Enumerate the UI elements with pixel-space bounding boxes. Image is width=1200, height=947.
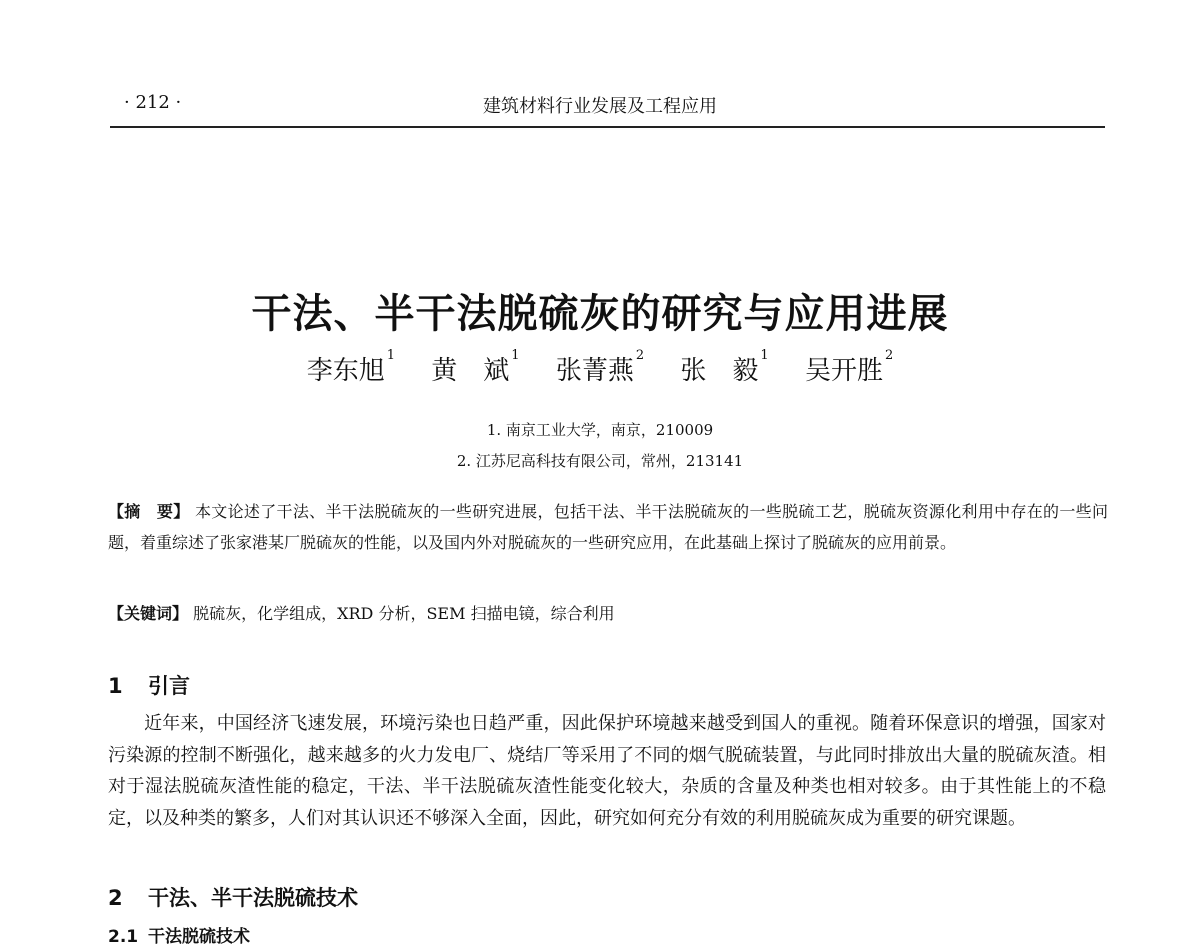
- page-number: · 212 ·: [124, 92, 182, 113]
- subsection-heading-dry-process: [108, 922, 250, 947]
- author: [805, 350, 893, 387]
- keywords: [108, 598, 1108, 629]
- section-title: 干法脱硫技术: [148, 927, 250, 947]
- header-rule: [110, 126, 1105, 128]
- abstract-label: 【摘 要】: [108, 502, 190, 521]
- author-name: 李东旭: [306, 356, 385, 386]
- author-affiliation-mark: 2: [884, 348, 894, 363]
- affiliation-1: 1. 南京工业大学，南京，210009: [486, 421, 714, 439]
- keywords-text: 脱硫灰，化学组成，XRD 分析，SEM 扫描电镜，综合利用: [193, 604, 615, 623]
- author-affiliation-mark: 1: [386, 348, 396, 363]
- keywords-label: 【关键词】: [108, 604, 189, 623]
- author: [556, 350, 644, 387]
- section-number: 1: [108, 674, 123, 698]
- section-heading-introduction: [108, 670, 190, 700]
- author-affiliation-mark: 2: [635, 348, 645, 363]
- section-number: 2.1: [108, 927, 139, 947]
- section-title: 干法、半干法脱硫技术: [148, 886, 358, 910]
- abstract-text: 本文论述了干法、半干法脱硫灰的一些研究进展，包括干法、半干法脱硫灰的一些脱硫工艺，脱硫灰资源化利用中存在的一些问题，着重综述了张家港某厂脱硫灰的性能，以及国内外对脱硫灰的一些研究应用，在此基础上探讨了脱硫灰的应用前景。: [108, 502, 1108, 552]
- affiliation-2: 2. 江苏尼高科技有限公司，常州，213141: [456, 452, 744, 470]
- running-head: 建筑材料行业发展及工程应用: [483, 96, 717, 117]
- author-list: [0, 350, 1200, 387]
- author-affiliation-mark: 1: [511, 348, 520, 363]
- author-affiliation-mark: 1: [760, 348, 769, 363]
- paper-title: 干法、半干法脱硫灰的研究与应用进展: [251, 290, 949, 337]
- author: [431, 350, 519, 387]
- author-name: 黄 斌: [431, 356, 510, 386]
- section-title: 引言: [148, 674, 190, 698]
- section-heading-desulfurization: [108, 882, 358, 912]
- intro-paragraph: [108, 708, 1106, 834]
- intro-paragraph-text: 近年来，中国经济飞速发展，环境污染也日趋严重，因此保护环境越来越受到国人的重视。随着环保意识的增强，国家对污染源的控制不断强化，越来越多的火力发电厂、烧结厂等采用了不同的烟气脱硫装置，与此同时排放出大量的脱硫灰渣。相对于湿法脱硫灰渣性能的稳定，干法、半干法脱硫灰渣性能变化较大，杂质的含量及种类也相对较多。由于其性能上的不稳定，以及种类的繁多，人们对其认识还不够深入全面，因此，研究如何充分有效的利用脱硫灰成为重要的研究课题。: [108, 713, 1106, 829]
- author-name: 吴开胜: [804, 356, 883, 386]
- author-name: 张 毅: [680, 356, 759, 386]
- author: [680, 350, 768, 387]
- author: [307, 350, 395, 387]
- author-name: 张菁燕: [555, 356, 634, 386]
- abstract: [108, 496, 1108, 558]
- section-number: 2: [108, 886, 123, 910]
